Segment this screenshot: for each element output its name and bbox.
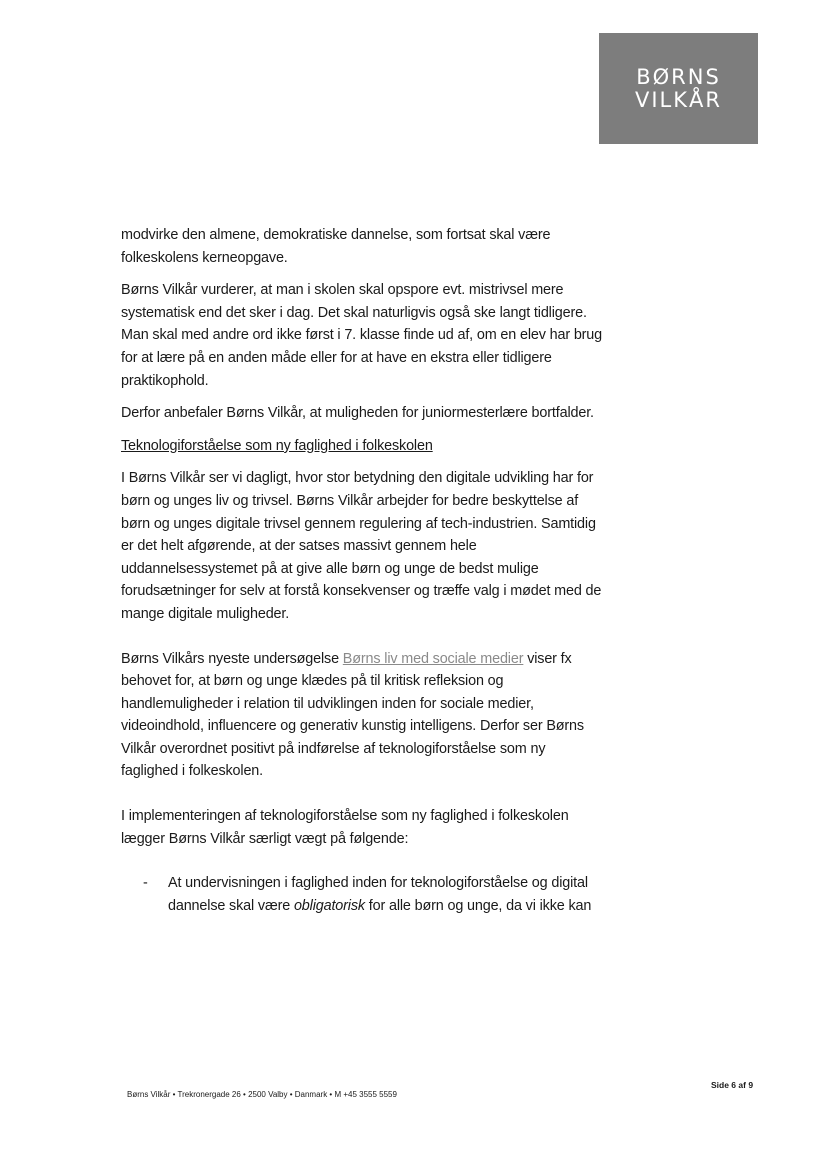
bullet-emphasis: obligatorisk (293, 897, 365, 914)
logo-line-2: VILKÅR (635, 87, 722, 112)
bullet-dash: - (143, 875, 148, 892)
paragraph-5 (121, 648, 606, 784)
survey-link[interactable]: Børns liv med sociale medier (342, 650, 524, 667)
paragraph-1: modvirke den almene, demokratiske dannelse, som fortsat skal være folkeskolens kerneopgave. (121, 227, 551, 266)
list-item (121, 872, 606, 917)
logo-line-1: BØRNS (636, 64, 721, 89)
paragraph-6: I implementeringen af teknologiforståelse som ny faglighed i folkeskolen lægger Børns Vilkår særligt vægt på følgende: (121, 808, 569, 847)
page-number: Side 6 af 9 (711, 1080, 754, 1090)
paragraph-4: I Børns Vilkår ser vi dagligt, hvor stor betydning den digitale udvikling har for børn og unges liv og trivsel. Børns Vilkår arbejder for bedre beskyttelse af børn og unges digitale trivsel gennem regulering af tech-industrien. Samtidig er det helt afgørende, at der satses massivt gennem hele uddannelsessystemet på at give alle børn og unge de bedst mulige forudsætninger for selv at forstå konsekvenser og træffe valg i mødet med de mange digitale muligheder. (121, 470, 602, 622)
bullet-text-a: At undervisningen i faglighed inden for teknologiforståelse og digital dannelse skal være (168, 875, 588, 914)
bullet-text-b: for alle børn og unge, da vi ikke kan (364, 897, 592, 914)
paragraph-5-text-a: Børns Vilkårs nyeste undersøgelse (121, 650, 343, 667)
document-body (121, 224, 606, 917)
section-heading: Teknologiforståelse som ny faglighed i folkeskolen (121, 437, 433, 454)
paragraph-5-text-b: viser fx behovet for, at børn og unge klædes på til kritisk refleksion og handlemuligheder i relation til udviklingen inden for sociale medier, videoindhold, influencere og generativ kunstig intelligens. Derfor ser Børns Vilkår overordnet positivt på indførelse af teknologiforståelse som ny faglighed i folkeskolen. (121, 650, 584, 780)
paragraph-2: Børns Vilkår vurderer, at man i skolen skal opspore evt. mistrivsel mere systematisk end det sker i dag. Det skal naturligvis også ske langt tidligere. Man skal med andre ord ikke først i 7. klasse finde ud af, om en elev har brug for at lære på en anden måde eller for at have en ekstra eller tidligere praktikophold. (121, 282, 603, 389)
paragraph-3: Derfor anbefaler Børns Vilkår, at muligheden for juniormesterlære bortfalder. (121, 405, 594, 422)
footer-address: Børns Vilkår • Trekronergade 26 • 2500 Valby • Danmark • M +45 3555 5559 (127, 1090, 397, 1099)
logo (599, 33, 758, 144)
